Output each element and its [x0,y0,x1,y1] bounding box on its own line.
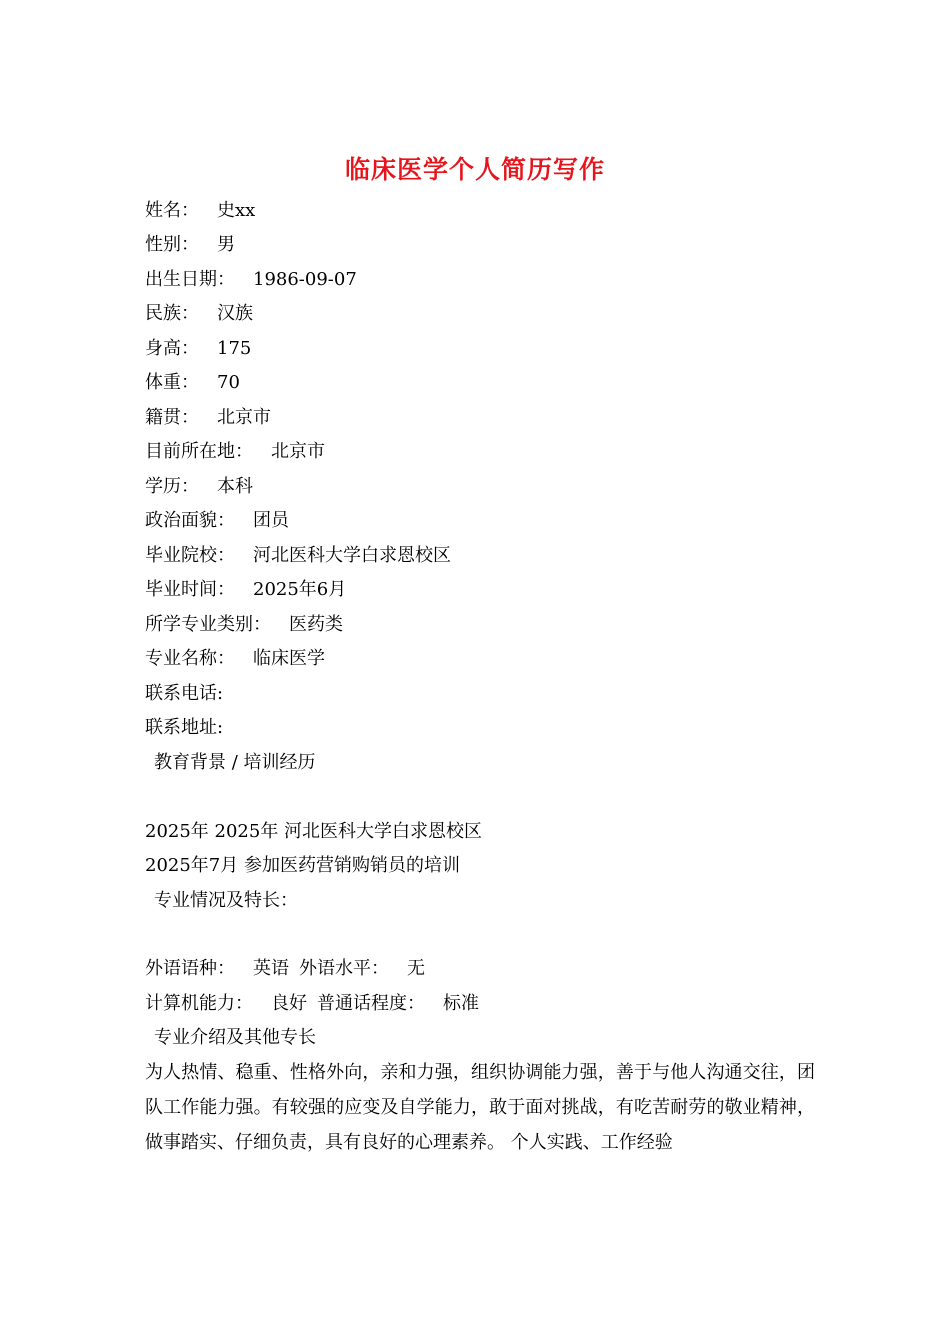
computer-line: 计算机能力： 良好 普通话程度： 标准 [145,993,479,1014]
field-education-level: 学历： 本科 [145,476,253,497]
field-weight: 体重： 70 [145,372,240,393]
field-native-place: 籍贯： 北京市 [145,407,271,428]
field-address: 联系地址: [145,717,224,738]
education-heading: 教育背景 / 培训经历 [154,752,316,773]
field-graduation-time: 毕业时间： 2025年6月 [145,579,347,600]
field-political-status: 政治面貌： 团员 [145,510,289,531]
field-phone: 联系电话: [145,683,224,704]
field-school: 毕业院校： 河北医科大学白求恩校区 [145,545,451,566]
intro-paragraph: 为人热情、稳重、性格外向，亲和力强，组织协调能力强，善于与他人沟通交往，团队工作能力强。有较强的应变及自学能力，敢于面对挑战，有吃苦耐劳的敬业精神，做事踏实、仔细负责，具有良好的心理素养。 个人实践、工作经验 [145,1062,815,1153]
field-birthdate: 出生日期： 1986-09-07 [145,269,357,290]
field-current-location: 目前所在地： 北京市 [145,441,325,462]
page-title: 临床医学个人简历写作 [344,155,605,184]
education-item: 2025年7月 参加医药营销购销员的培训 [145,855,460,876]
field-major-category: 所学专业类别： 医药类 [145,614,343,635]
field-major-name: 专业名称： 临床医学 [145,648,325,669]
skills-heading: 专业情况及特长： [154,890,298,911]
language-line: 外语语种： 英语 外语水平： 无 [145,958,425,979]
field-name: 姓名： 史xx [145,200,256,221]
field-ethnicity: 民族： 汉族 [145,303,253,324]
intro-heading: 专业介绍及其他专长 [154,1027,316,1048]
field-height: 身高： 175 [145,338,252,359]
education-item: 2025年 2025年 河北医科大学白求恩校区 [145,821,483,842]
field-gender: 性别： 男 [145,234,235,255]
